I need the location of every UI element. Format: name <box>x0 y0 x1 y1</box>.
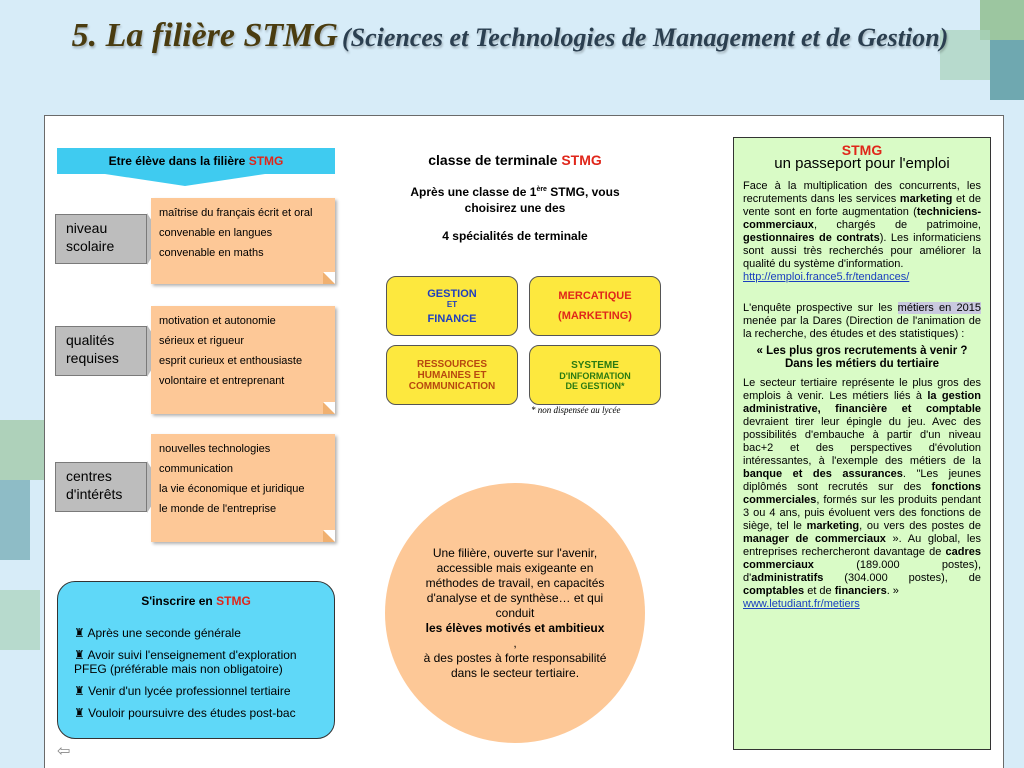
inscrire-item: ♜ Vouloir poursuivre des études post-bac <box>74 706 296 720</box>
bullet-icon: ♜ <box>74 648 85 662</box>
emploi-paragraph-2: L'enquête prospective sur les métiers en 2015 menée par la Dares (Direction de l'animation de la recherche, des études et des statistiques) : <box>743 302 981 340</box>
p3-run: (304.000 postes), de <box>823 572 981 584</box>
spec-footnote: * non dispensée au lycée <box>531 405 621 415</box>
spec-gestion-finance[interactable]: GESTION ET FINANCE <box>386 276 518 336</box>
bar-accent: STMG <box>248 154 284 168</box>
circle-text-bold: les élèves motivés et ambitieux <box>425 620 605 635</box>
p1-run: et de vente sont en forte augmentation ( <box>743 193 982 218</box>
bar-arrow <box>105 174 265 186</box>
middle-count: 4 spécialités de terminale <box>442 229 588 243</box>
title-sub: (Sciences et Technologies de Management et de Gestion) <box>341 23 949 52</box>
inscrire-item: ♜ Avoir suivi l'enseignement d'exploration PFEG (préférable mais non obligatoire) <box>74 648 297 676</box>
spec-rhc[interactable]: RESSOURCES HUMAINES ET COMMUNICATION <box>386 345 518 405</box>
emploi-head2: un passeport pour l'emploi <box>774 155 950 172</box>
filiere-bar <box>57 148 335 174</box>
note-item: sérieux et rigueur <box>159 335 244 347</box>
p1-run: , chargés de patrimoine, <box>813 219 981 231</box>
p3-run: ». Au global, les entreprises rechercheront davantage de <box>743 533 981 558</box>
note-item: communication <box>159 463 233 475</box>
back-arrow-icon[interactable]: ⇦ <box>57 743 71 760</box>
p3-run: manager de commerciaux <box>743 533 886 545</box>
p3-run: (189.000 postes), d' <box>743 559 981 584</box>
note-item: volontaire et entreprenant <box>159 375 285 387</box>
inscrire-heading-accent: STMG <box>216 594 251 608</box>
tag-qualites: qualités requises <box>55 326 147 376</box>
p3-run: la gestion administrative, financière et comptable <box>743 390 981 415</box>
tag-niveau: niveau scolaire <box>55 214 147 264</box>
p3-run: marketing <box>806 520 860 532</box>
p1-run: Face à la multiplication des concurrents, les recrutements dans les services <box>743 180 981 205</box>
inscrire-item: ♜ Venir d'un lycée professionnel tertiaire <box>74 684 291 698</box>
note-item: convenable en maths <box>159 247 264 259</box>
circle-text-d: à des postes à forte responsabilité dans le secteur tertiaire. <box>423 650 607 680</box>
emploi-quote: « Les plus gros recrutements à venir ? Dans les métiers du tertiaire <box>756 345 968 370</box>
filiere-circle <box>385 483 645 743</box>
note-item: le monde de l'entreprise <box>159 503 277 515</box>
emploi-link-1[interactable]: http://emploi.france5.fr/tendances/ <box>743 271 910 283</box>
note-item: la vie économique et juridique <box>159 483 305 495</box>
note-item: esprit curieux et enthousiaste <box>159 355 303 367</box>
bar-prefix: Etre élève dans la filière <box>108 154 246 168</box>
note-qualites <box>151 306 335 414</box>
emploi-paragraph-1 <box>743 180 981 271</box>
note-item: convenable en langues <box>159 227 273 239</box>
inscrire-item: ♜ Après une seconde générale <box>74 626 241 640</box>
inscrire-panel <box>57 581 335 739</box>
p1-run: ). Les informaticiens sont aussi très recherchés pour améliorer la qualité du système d'information. <box>743 232 981 270</box>
spec-sig[interactable]: SYSTEME D'INFORMATION DE GESTION* <box>529 345 661 405</box>
p3-run: financiers <box>834 585 887 597</box>
middle-heading-prefix: classe de terminale <box>428 152 558 168</box>
bullet-icon: ♜ <box>74 626 85 640</box>
p3-run: , formés sur les produits pendant 3 ou 4 ans, puis évoluent vers des fonctions de siège, tel le <box>743 494 981 532</box>
inscrire-heading-prefix: S'inscrire en <box>141 594 213 608</box>
note-item: maîtrise du français écrit et oral <box>159 207 313 219</box>
p3-run: . » <box>886 585 899 597</box>
p3-run: administratifs <box>751 572 824 584</box>
p1-run: gestionnaires de contrats <box>743 232 880 244</box>
inscrire-heading <box>74 594 318 608</box>
slide-title <box>30 18 990 54</box>
p3-run: comptables <box>743 585 805 597</box>
middle-heading <box>385 152 645 168</box>
p3-run: et de <box>804 585 835 597</box>
p1-run: techniciens-commerciaux <box>743 206 981 231</box>
slide-content <box>44 115 1004 768</box>
p3-run: . "Les jeunes diplômés sont recrutés sur des <box>743 468 981 493</box>
circle-text-comma: , <box>513 635 517 650</box>
middle-heading-accent: STMG <box>561 152 602 168</box>
bullet-icon: ♜ <box>74 684 85 698</box>
bullet-icon: ♜ <box>74 706 85 720</box>
p3-run: banque et des assurances <box>743 468 903 480</box>
p3-run: fonctions commerciales <box>743 481 981 506</box>
emploi-link-2[interactable]: www.letudiant.fr/metiers <box>743 598 860 610</box>
middle-intro: Après une classe de 1ère STMG, vous choisirez une des <box>410 185 620 215</box>
title-main: 5. La filière STMG <box>71 17 338 54</box>
spec-mercatique[interactable]: MERCATIQUE (MARKETING) <box>529 276 661 336</box>
p3-run: devraient tirer leur épingle du jeu. Avec des possibilités d'embauche à partir d'un niveau bac+2 et des perspectives d'évolution intéressantes, à l'exemple des métiers de la <box>743 416 981 467</box>
p3-run: cadres commerciaux <box>743 546 981 571</box>
tag-centres: centres d'intérêts <box>55 462 147 512</box>
note-item: nouvelles technologies <box>159 443 271 455</box>
emploi-paragraph-3 <box>743 377 981 598</box>
circle-text-a: Une filière, ouverte sur l'avenir, accessible mais exigeante en méthodes de travail, en capacités d'analyse et de synthèse… et qui conduit <box>425 545 605 620</box>
note-niveau <box>151 198 335 284</box>
note-centres <box>151 434 335 542</box>
p3-run: Le secteur tertiaire représente le plus gros des emplois à venir. Les métiers liés à <box>743 377 981 402</box>
p3-run: , ou vers des postes de <box>859 520 982 532</box>
note-item: motivation et autonomie <box>159 315 276 327</box>
emploi-panel <box>733 137 991 750</box>
p1-run: marketing <box>899 193 953 205</box>
emploi-head1: STMG <box>841 142 883 158</box>
